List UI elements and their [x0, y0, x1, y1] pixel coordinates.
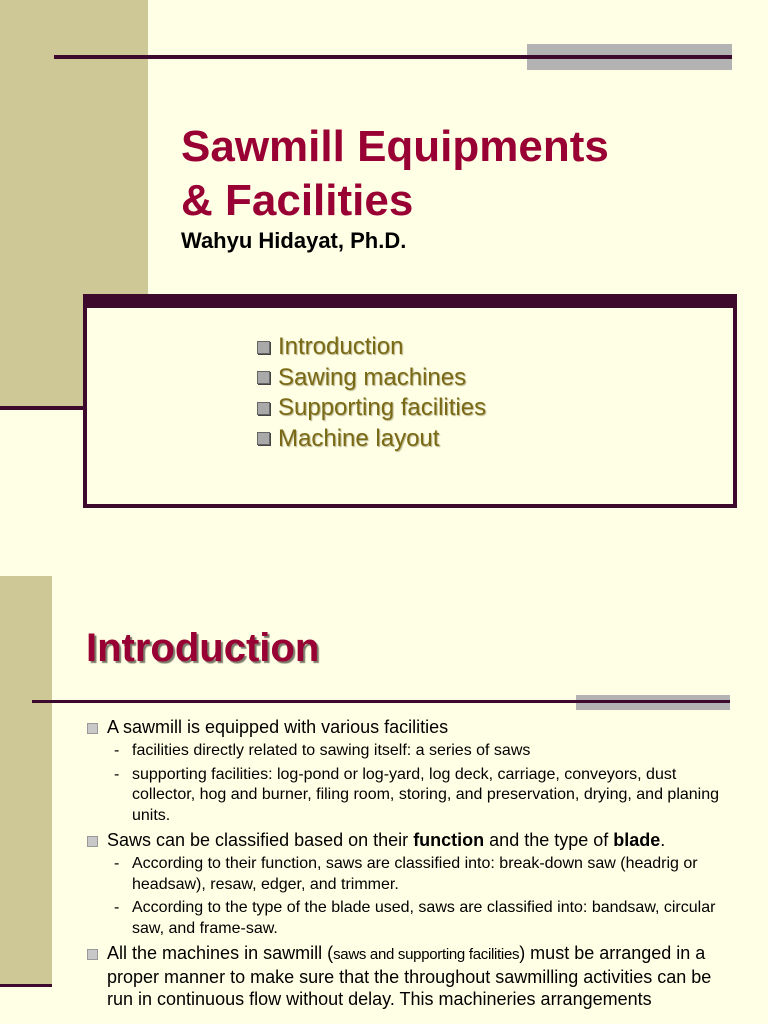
- agenda-item-label: Introduction: [278, 333, 404, 360]
- sub-bullet-item: - According to the type of the blade used, saws are classified into: bandsaw, circular saw, and frame-saw.: [112, 898, 736, 939]
- sidebar-decoration: [0, 576, 52, 986]
- bullet-item: [86, 716, 736, 738]
- agenda-item-label: Machine layout: [278, 424, 440, 452]
- agenda-item-label: Sawing machines: [278, 363, 467, 391]
- slide-body: [86, 716, 736, 1010]
- agenda-item: [257, 332, 486, 363]
- title-line-2: & Facilities: [181, 176, 414, 225]
- square-bullet-icon: [257, 341, 270, 354]
- bullet-text: Saws can be classified based on their function and the type of blade.: [107, 830, 666, 850]
- introduction-slide: [0, 576, 768, 1024]
- bullet-group: [86, 942, 736, 1010]
- bullet-group: [86, 829, 736, 939]
- sub-bullet-list: [112, 741, 736, 826]
- bullet-item: [86, 942, 736, 1010]
- square-bullet-icon: [257, 402, 270, 415]
- agenda-box: [83, 294, 737, 508]
- square-bullet-icon: [87, 836, 98, 847]
- top-divider-line: [54, 55, 730, 59]
- agenda-item: [257, 393, 486, 424]
- slide-title: Introduction: [86, 626, 320, 670]
- sidebar-bottom-line: [0, 984, 52, 987]
- bullet-text: A sawmill is equipped with various facilities: [107, 717, 449, 737]
- agenda-list: [257, 332, 486, 454]
- bullet-group: [86, 716, 736, 826]
- bullet-text: All the machines in sawmill (saws and supporting facilities) must be arranged in a proper manner to make sure that the throughout sawmilling activities can be run in continuous flow without delay. This machineries arrangements: [107, 943, 712, 1009]
- title-line-1: Sawmill Equipments: [181, 122, 609, 171]
- square-bullet-icon: [87, 949, 98, 960]
- sub-bullet-list: [112, 854, 736, 939]
- author-name: Wahyu Hidayat, Ph.D.: [181, 228, 407, 253]
- left-divider-line: [0, 406, 86, 410]
- agenda-item-label: Supporting facilities: [278, 394, 487, 421]
- square-bullet-icon: [87, 723, 98, 734]
- sub-bullet-item: - facilities directly related to sawing itself: a series of saws: [112, 741, 736, 762]
- sub-bullet-item: - supporting facilities: log-pond or log-yard, log deck, carriage, conveyors, dust collector, hog and burner, filing room, storing, and preservation, drying, and planing units.: [112, 765, 736, 827]
- square-bullet-icon: [257, 432, 270, 445]
- slide-title: [181, 120, 741, 228]
- agenda-item: [257, 363, 486, 394]
- agenda-item: [257, 424, 486, 455]
- square-bullet-icon: [257, 371, 270, 384]
- title-divider-line: [32, 700, 730, 703]
- sub-bullet-item: - According to their function, saws are classified into: break-down saw (headrig or headsaw), resaw, edger, and trimmer.: [112, 854, 736, 895]
- bullet-item: [86, 829, 736, 851]
- slide-gap: [0, 540, 768, 576]
